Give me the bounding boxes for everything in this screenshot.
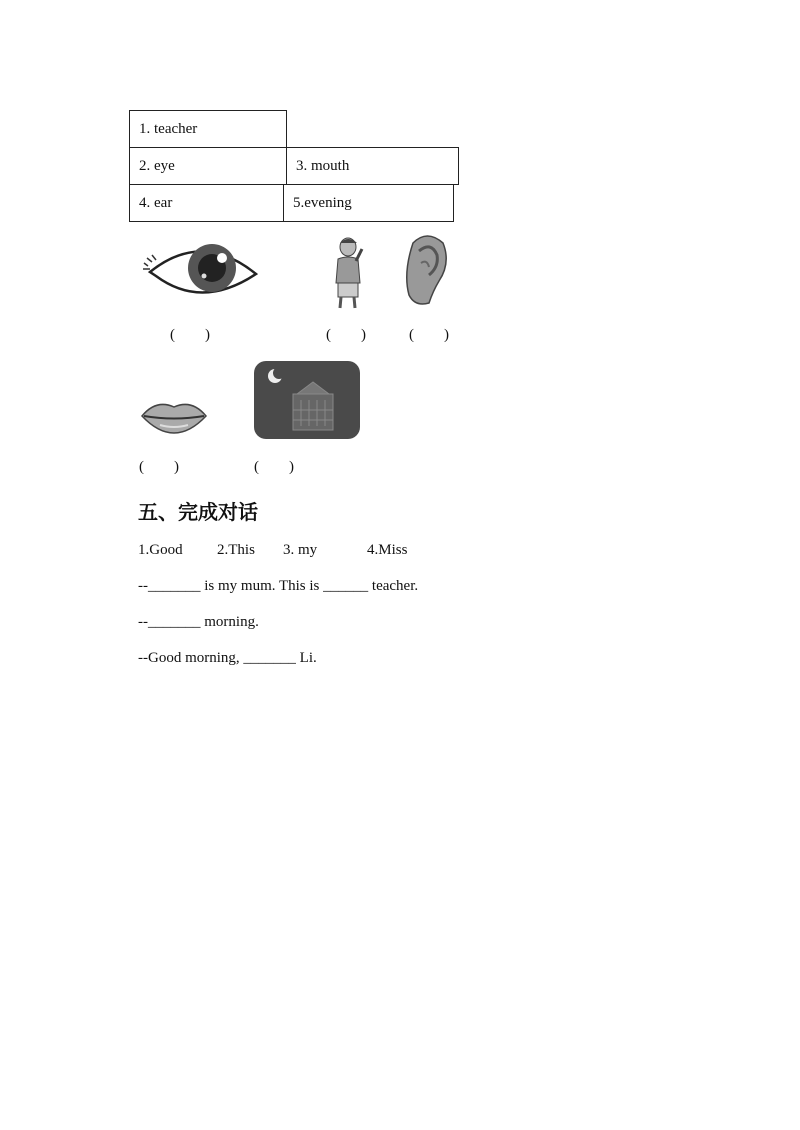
answer-bracket: ( ) <box>139 459 179 475</box>
dialogue-line: --_______ morning. <box>138 614 259 630</box>
table-cell-teacher: 1. teacher <box>129 110 287 148</box>
eye-picture <box>142 236 260 300</box>
table-cell-eye: 2. eye <box>129 147 287 185</box>
dialogue-line: --Good morning, _______ Li. <box>138 650 317 666</box>
table-cell-evening: 5.evening <box>283 184 454 222</box>
answer-bracket: ( ) <box>409 327 449 343</box>
answer-bracket: ( ) <box>254 459 294 475</box>
answer-bracket: ( ) <box>170 327 210 343</box>
dialogue-line: --_______ is my mum. This is ______ teacher. <box>138 578 419 594</box>
word-bank-item: 1.Good <box>138 542 183 558</box>
mouth-picture <box>140 397 208 435</box>
table-cell-mouth: 3. mouth <box>286 147 459 185</box>
answer-bracket: ( ) <box>326 327 366 343</box>
section-title: 五、完成对话 <box>138 500 258 524</box>
teacher-picture <box>332 237 366 309</box>
word-bank-item: 2.This <box>217 542 255 558</box>
ear-picture <box>403 233 449 307</box>
table-cell-ear: 4. ear <box>129 184 284 222</box>
word-bank-item: 3. my <box>283 542 318 558</box>
word-bank-item: 4.Miss <box>367 542 408 558</box>
evening-picture <box>253 360 361 440</box>
